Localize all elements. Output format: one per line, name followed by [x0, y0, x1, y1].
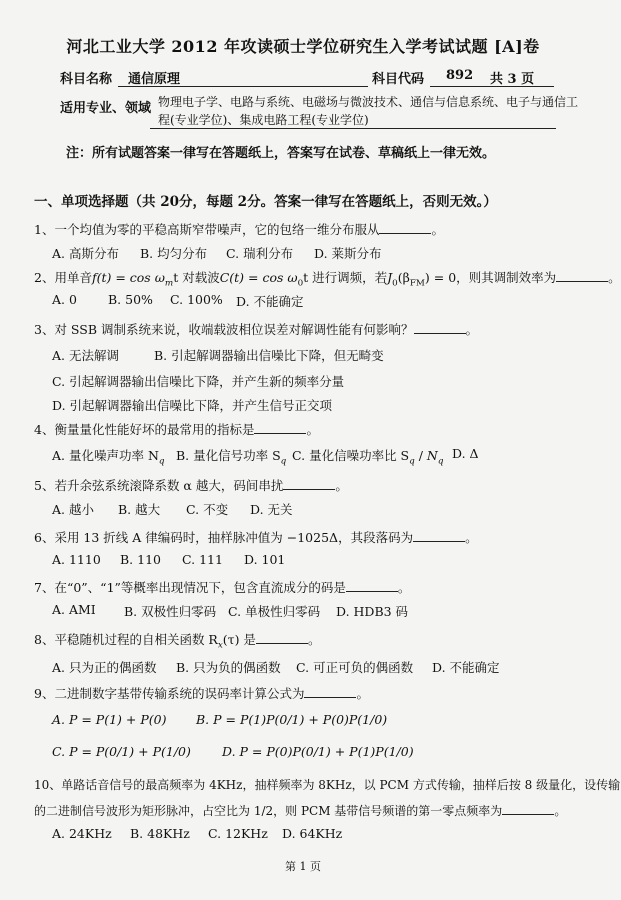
- majors-line-2: 程(专业学位)、集成电路工程(专业学位): [158, 113, 369, 127]
- question-2: 2、用单音$f(t) = \cos \omega_mt$ 对载波$C(t) = \cos \omega_0t$ 进行调频，若$J_0(\beta_{FM}) = 0$，则其调制效率为 。: [34, 270, 621, 289]
- q9-option-c: C. P = P(0/1) + P(1/0): [52, 744, 191, 759]
- question-8: 8、平稳随机过程的自相关函数 $R_x(\tau)$ 是 。: [34, 632, 321, 651]
- q7-option-d: D. HDB3 码: [336, 604, 409, 619]
- question-7: 7、在“0”、“1”等概率出现情况下，包含直流成分的码是 。: [34, 580, 411, 595]
- q2-option-a: A. 0: [52, 292, 77, 307]
- q6-option-b: B. 110: [120, 552, 161, 567]
- code-underline: [430, 86, 554, 87]
- q2-option-d: D. 不能确定: [236, 294, 304, 309]
- question-10-line-1: 10、单路话音信号的最高频率为 4KHz，抽样频率为 8KHz，以 PCM 方式传输，抽样后按 8 级量化，设传输: [34, 778, 621, 792]
- q7-option-b: B. 双极性归零码: [124, 604, 217, 619]
- q1-option-b: B. 均匀分布: [140, 246, 208, 261]
- q10-option-d: D. 64KHz: [282, 826, 343, 841]
- q9-option-d: D. P = P(0)P(0/1) + P(1)P(1/0): [222, 744, 414, 759]
- q6-option-a: A. 1110: [52, 552, 101, 567]
- q4-option-b: B. 量化信号功率 $S_q$: [176, 448, 287, 467]
- q5-option-d: D. 无关: [250, 502, 293, 517]
- q4-option-d: D. Δ: [452, 446, 479, 461]
- q5-option-b: B. 越大: [118, 502, 161, 517]
- question-3: 3、对 SSB 调制系统来说，收端载波相位误差对解调性能有何影响？ 。: [34, 322, 479, 337]
- q6-option-d: D. 101: [244, 552, 286, 567]
- q10-option-b: B. 48KHz: [130, 826, 190, 841]
- q8-option-c: C. 可正可负的偶函数: [296, 660, 414, 675]
- q1-option-a: A. 高斯分布: [52, 246, 119, 261]
- q6-option-c: C. 111: [182, 552, 223, 567]
- q5-option-c: C. 不变: [186, 502, 229, 517]
- q3-option-a: A. 无法解调: [52, 348, 119, 363]
- q2-option-b: B. 50%: [108, 292, 153, 307]
- q3-option-d: D. 引起解调器输出信噪比下降，并产生信号正交项: [52, 398, 333, 413]
- question-5: 5、若升余弦系统滚降系数 α 越大，码间串扰 。: [34, 478, 348, 493]
- major-label: 适用专业、领域: [60, 101, 152, 116]
- q10-option-c: C. 12KHz: [208, 826, 268, 841]
- exam-title: 河北工业大学 2012 年攻读硕士学位研究生入学考试试题 [A]卷: [66, 37, 540, 56]
- notice: 注：所有试题答案一律写在答题纸上，答案写在试卷、草稿纸上一律无效。: [66, 146, 496, 161]
- q8-option-a: A. 只为正的偶函数: [52, 660, 157, 675]
- q9-option-b: B. P = P(1)P(0/1) + P(0)P(1/0): [196, 712, 388, 727]
- q1-option-d: D. 莱斯分布: [314, 246, 382, 261]
- q4-option-c: C. 量化信噪功率比 $S_q / N_q$: [292, 448, 444, 467]
- q7-option-a: A. AMI: [52, 602, 96, 617]
- q2-option-c: C. 100%: [170, 292, 223, 307]
- question-9: 9、二进制数字基带传输系统的误码率计算公式为 。: [34, 686, 369, 701]
- majors-line-1: 物理电子学、电路与系统、电磁场与微波技术、通信与信息系统、电子与通信工: [158, 95, 579, 109]
- q5-option-a: A. 越小: [52, 502, 94, 517]
- page-count: 共 3 页: [490, 72, 535, 87]
- subject-code: 892: [446, 68, 474, 83]
- majors-underline: [150, 128, 556, 129]
- question-6: 6、采用 13 折线 A 律编码时，抽样脉冲值为 −1025Δ，其段落码为 。: [34, 530, 478, 545]
- q10-option-a: A. 24KHz: [52, 826, 112, 841]
- q9-option-a: A. P = P(1) + P(0): [52, 712, 167, 727]
- question-10-line-2: 的二进制信号波形为矩形脉冲，占空比为 1/2，则 PCM 基带信号频谱的第一零点频率为 。: [34, 804, 567, 818]
- q8-option-d: D. 不能确定: [432, 660, 500, 675]
- page-number: 第 1 页: [285, 860, 321, 873]
- q4-option-a: A. 量化噪声功率 $N_q$: [52, 448, 165, 467]
- subject-underline: [118, 86, 368, 87]
- subject-label: 科目名称: [60, 72, 113, 87]
- q3-option-b: B. 引起解调器输出信噪比下降，但无畸变: [154, 348, 384, 363]
- q7-option-c: C. 单极性归零码: [228, 604, 321, 619]
- section-heading: 一、单项选择题（共 20分，每题 2分。答案一律写在答题纸上，否则无效。）: [34, 194, 497, 210]
- q3-option-c: C. 引起解调器输出信噪比下降，并产生新的频率分量: [52, 374, 345, 389]
- q1-option-c: C. 瑞利分布: [226, 246, 294, 261]
- code-label: 科目代码: [372, 72, 425, 87]
- subject-name: 通信原理: [128, 72, 181, 87]
- question-1: 1、一个均值为零的平稳高斯窄带噪声，它的包络一维分布服从 。: [34, 222, 444, 237]
- question-4: 4、衡量量化性能好坏的最常用的指标是 。: [34, 422, 319, 437]
- q8-option-b: B. 只为负的偶函数: [176, 660, 281, 675]
